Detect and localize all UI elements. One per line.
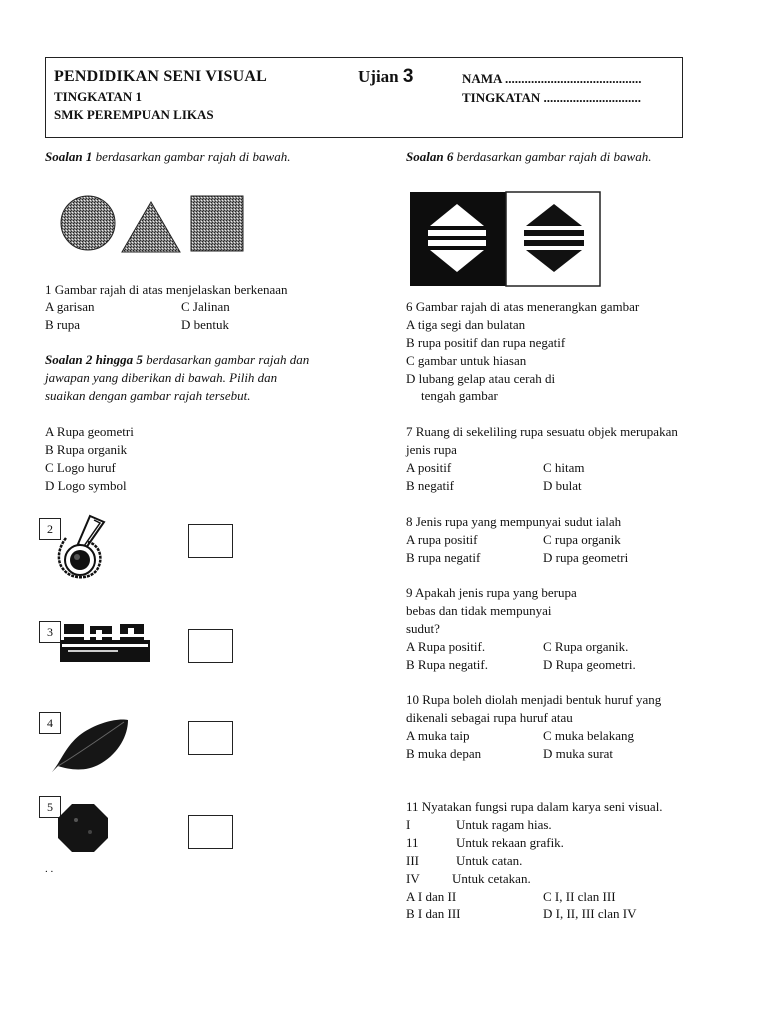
q6-option-a[interactable]: A tiga segi dan bulatan [406,317,526,332]
q11-roman-4-text: Untuk cetakan. [452,871,531,886]
q11-roman-2-num: 11 [406,835,419,850]
q1-option-a[interactable]: A garisan [45,299,95,314]
item-4-answer-box[interactable] [188,721,233,755]
section-2-bold: Soalan 2 hingga 5 [45,352,143,367]
q11-roman-3-num: III [406,853,419,868]
q11-question: 11 Nyatakan fungsi rupa dalam karya seni visual. [406,799,663,814]
item-5-number: 5 [39,796,61,818]
choice-a: A Rupa geometri [45,424,134,439]
choice-b: B Rupa organik [45,442,128,457]
choice-d: D Logo symbol [45,478,127,493]
subject-title: PENDIDIKAN SENI VISUAL [54,68,268,85]
q8-option-a[interactable]: A rupa positif [406,532,478,547]
q6-option-d-cont: tengah gambar [421,388,498,403]
q6-option-b[interactable]: B rupa positif dan rupa negatif [406,335,566,350]
q6-positive-negative-figure [410,190,602,288]
q8-question: 8 Jenis rupa yang mempunyai sudut ialah [406,514,622,529]
q6-question: 6 Gambar rajah di atas menerangkan gambar [406,299,640,314]
q8-option-b[interactable]: B rupa negatif [406,550,481,565]
q7-option-d[interactable]: D bulat [543,478,582,493]
q9-option-a[interactable]: A Rupa positif. [406,639,486,654]
exam-title [358,66,413,88]
q10-option-c[interactable]: C muka belakang [543,728,634,743]
section-1-intro [45,148,290,166]
exam-label: Ujian [358,67,399,86]
choice-c: C Logo huruf [45,460,116,475]
q7-question: 7 Ruang di sekeliling rupa sesuatu objek merupakan [406,424,678,439]
stray-dots: . . [45,863,54,875]
section-6-bold: Soalan 6 [406,149,454,164]
section-1-bold: Soalan 1 [45,149,93,164]
q11-roman-3-text: Untuk catan. [456,853,523,868]
q8-option-c[interactable]: C rupa organik [543,532,621,547]
q8-option-d[interactable]: D rupa geometri [543,550,629,565]
q11-option-b[interactable]: B I dan III [406,906,461,921]
q11-roman-1-text: Untuk ragam hias. [456,817,552,832]
q9-question-cont1: bebas dan tidak mempunyai [406,603,552,618]
q7-option-c[interactable]: C hitam [543,460,585,475]
item-4-number: 4 [39,712,61,734]
item-2-answer-box[interactable] [188,524,233,558]
form-field[interactable]: TINGKATAN .............................. [462,90,641,105]
q11-roman-4-num: IV [406,871,420,886]
square-shape [191,196,243,251]
q1-question: 1 Gambar rajah di atas menjelaskan berkenaan [45,282,288,297]
item-5-answer-box[interactable] [188,815,233,849]
q6-option-c[interactable]: C gambar untuk hiasan [406,353,527,368]
section-6-rest: berdasarkan gambar rajah di bawah. [453,149,652,164]
q1-option-c[interactable]: C Jalinan [181,299,230,314]
q9-question-cont2: sudut? [406,621,440,636]
section-2-intro-line3: suaikan dengan gambar rajah tersebut. [45,388,251,403]
name-field[interactable]: NAMA .......................................... [462,71,642,86]
q9-option-c[interactable]: C Rupa organik. [543,639,629,654]
school-label: SMK PEREMPUAN LIKAS [54,107,214,122]
q9-option-d[interactable]: D Rupa geometri. [543,657,636,672]
q7-question-cont: jenis rupa [406,442,457,457]
triangle-shape [122,202,180,252]
q11-option-c[interactable]: C I, II clan III [543,889,616,904]
q11-roman-2-text: Untuk rekaan grafik. [456,835,564,850]
form-label: TINGKATAN 1 [54,89,142,104]
q10-question: 10 Rupa boleh diolah menjadi bentuk huruf yang [406,692,662,707]
item-3-number: 3 [39,621,61,643]
q11-option-a[interactable]: A I dan II [406,889,457,904]
q6-option-d[interactable]: D lubang gelap atau cerah di [406,371,556,386]
item-2-number: 2 [39,518,61,540]
item-5-figure [56,802,110,854]
q11-option-d[interactable]: D I, II, III clan IV [543,906,637,921]
section-1-rest: berdasarkan gambar rajah di bawah. [92,149,291,164]
item-3-figure [58,622,154,666]
exam-number: 3 [402,66,414,87]
item-2-figure [52,512,112,584]
q11-roman-1-num: I [406,817,411,832]
item-3-answer-box[interactable] [188,629,233,663]
q1-option-d[interactable]: D bentuk [181,317,230,332]
q10-question-cont: dikenali sebagai rupa huruf atau [406,710,573,725]
q7-option-a[interactable]: A positif [406,460,452,475]
section-6-intro [406,148,651,166]
q9-option-b[interactable]: B Rupa negatif. [406,657,488,672]
q1-option-b[interactable]: B rupa [45,317,81,332]
circle-shape [61,196,115,250]
section-2-rest: berdasarkan gambar rajah dan [142,352,310,367]
q9-question: 9 Apakah jenis rupa yang berupa [406,585,577,600]
item-4-figure [48,714,132,774]
q10-option-b[interactable]: B muka depan [406,746,482,761]
section-2-intro-line1 [45,351,309,369]
section-2-intro-line2: jawapan yang diberikan di bawah. Pilih dan [45,370,278,385]
q10-option-d[interactable]: D muka surat [543,746,614,761]
q1-shapes-figure [58,190,248,256]
q7-option-b[interactable]: B negatif [406,478,455,493]
q10-option-a[interactable]: A muka taip [406,728,470,743]
